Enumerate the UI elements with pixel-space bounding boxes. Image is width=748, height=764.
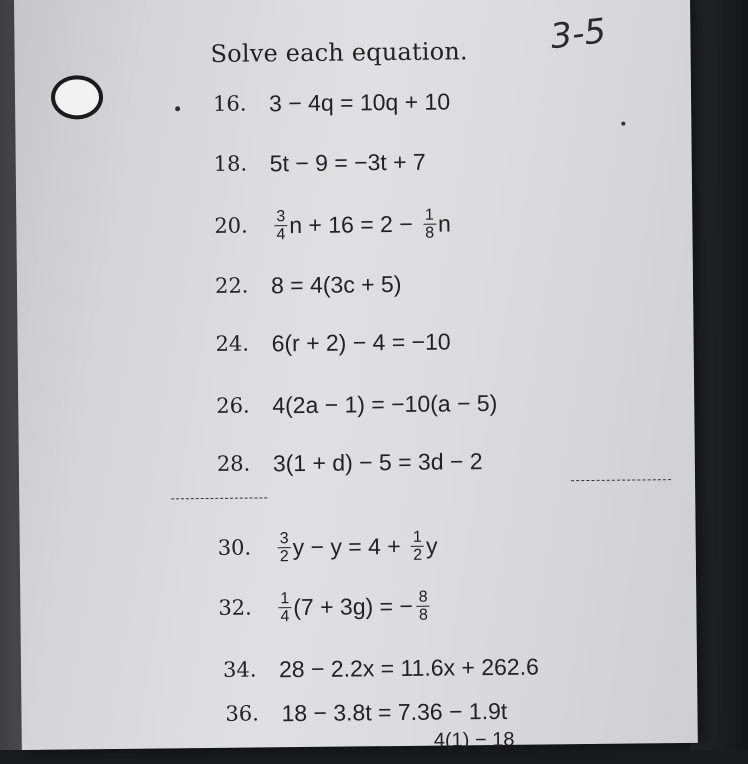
problem-equation: 4(1) − 18 xyxy=(433,728,515,752)
problem-30 xyxy=(218,526,438,568)
problem-36 xyxy=(225,691,507,734)
problem-18 xyxy=(214,142,426,184)
problem-16 xyxy=(213,81,450,123)
fraction-numerator: 1 xyxy=(423,206,436,224)
problem-20 xyxy=(214,203,451,245)
section-divider xyxy=(171,497,267,499)
problem-equation xyxy=(274,528,438,565)
problem-28 xyxy=(217,441,483,484)
fraction xyxy=(274,208,287,243)
worksheet-heading: Solve each equation. xyxy=(210,37,468,68)
problem-34 xyxy=(223,647,539,690)
fraction-numerator: 3 xyxy=(278,530,291,548)
fraction-numerator: 1 xyxy=(411,528,424,546)
fraction-numerator: 1 xyxy=(278,590,291,608)
problem-number: 26. xyxy=(216,393,250,418)
handwritten-note: 3-5 xyxy=(548,11,609,58)
problem-equation: 18 − 3.8t = 7.36 − 1.9t xyxy=(281,697,508,726)
problem-equation xyxy=(270,206,451,243)
fraction-denominator: 2 xyxy=(413,546,423,564)
equation-text: n xyxy=(437,209,451,237)
problem-number: 22. xyxy=(214,273,249,298)
problem-24 xyxy=(215,321,450,363)
problem-number: 34. xyxy=(222,657,257,682)
problem-equation: 28 − 2.2x = 11.6x + 262.6 xyxy=(278,653,539,682)
fraction xyxy=(278,530,291,565)
problem-equation: 3(1 + d) − 5 = 3d − 2 xyxy=(272,447,483,476)
fraction xyxy=(423,206,436,241)
problem-number: 24. xyxy=(215,331,250,356)
worksheet-page xyxy=(14,0,698,750)
fraction xyxy=(278,590,291,625)
fraction-numerator: 3 xyxy=(274,208,287,226)
problem-number: 32. xyxy=(218,595,252,620)
problem-number: 18. xyxy=(213,151,248,176)
equation-text: y xyxy=(425,532,438,559)
problem-equation: 8 = 4(3c + 5) xyxy=(270,270,402,298)
background-right xyxy=(690,0,748,750)
equation-text: (7 + 3g) = − xyxy=(293,592,413,620)
fraction xyxy=(411,528,424,563)
section-divider xyxy=(571,479,671,481)
equation-text: y − y = 4 + xyxy=(292,532,408,560)
problem-22 xyxy=(215,264,402,306)
problem-number: 30. xyxy=(217,535,252,560)
problem-number: 20. xyxy=(214,213,248,238)
problem-equation: 5t − 9 = −3t + 7 xyxy=(269,148,426,176)
fraction-denominator: 4 xyxy=(276,225,286,243)
problem-equation: 3 − 4q = 10q + 10 xyxy=(268,87,451,116)
fraction-numerator: 8 xyxy=(417,588,430,606)
pen-mark xyxy=(175,106,180,111)
problem-equation: 4(2a − 1) = −10(a − 5) xyxy=(272,389,498,418)
fraction-denominator: 2 xyxy=(279,547,289,565)
fraction xyxy=(417,588,430,623)
fraction-denominator: 8 xyxy=(425,224,435,242)
equation-text: n + 16 = 2 − xyxy=(289,210,420,238)
binder-hole xyxy=(51,75,103,120)
problem-number: 36. xyxy=(225,701,260,726)
problem-number: 28. xyxy=(216,451,251,476)
problem-number: 16. xyxy=(212,91,247,116)
problem-equation xyxy=(274,588,432,625)
fraction-denominator: 4 xyxy=(280,607,290,625)
problem-equation: 6(r + 2) − 4 = −10 xyxy=(271,327,451,356)
problem-32 xyxy=(218,586,432,628)
problem-cutoff xyxy=(434,729,515,760)
fraction-denominator: 8 xyxy=(418,606,428,624)
problem-26 xyxy=(216,383,497,426)
pen-mark xyxy=(621,122,625,126)
